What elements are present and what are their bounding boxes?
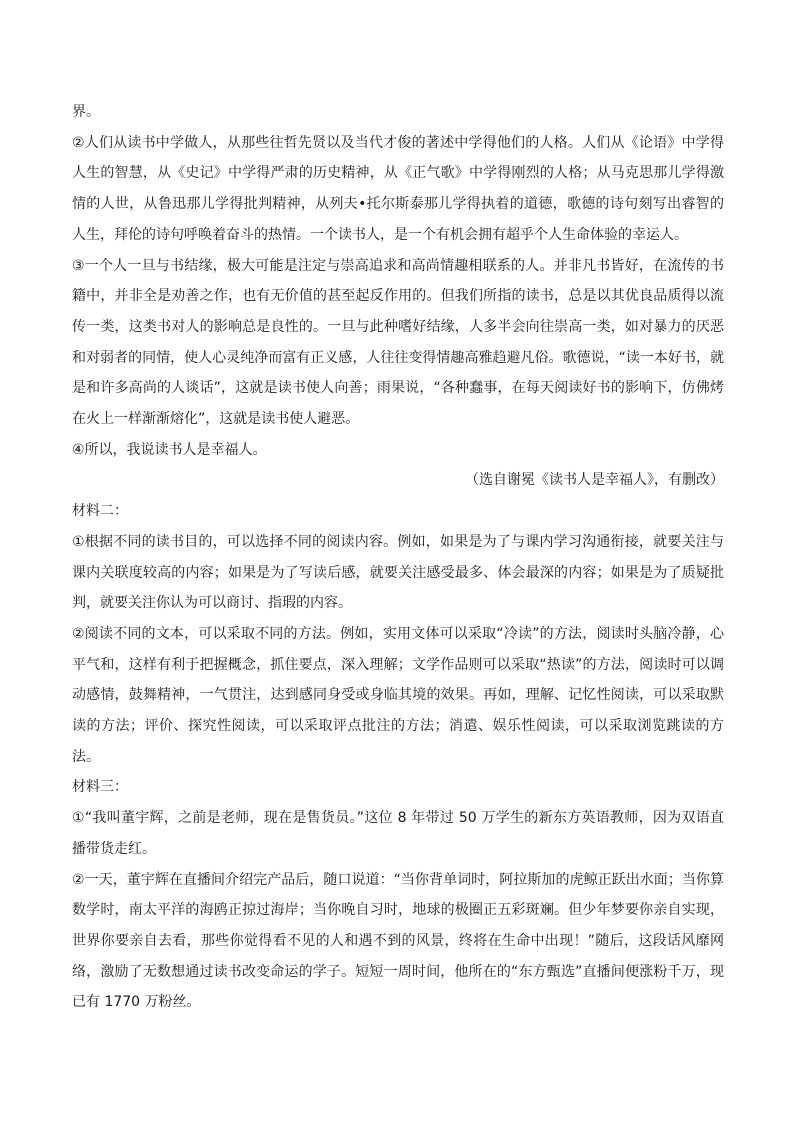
material1-paragraph-4: ④所以，我说读书人是幸福人。 xyxy=(72,441,267,458)
material3-heading: 材料三： xyxy=(72,779,128,796)
material2-paragraph-1: ①根据不同的读书目的，可以选择不同的阅读内容。例如，如果是为了与课内学习沟通衔接，就要关注与课内关联度较高的内容；如果是为了写读后感，就要关注感受最多、体会最深的内容；如果是为了质疑批判，就要关注你认为可以商讨、指瑕的内容。 xyxy=(72,533,724,612)
material1-tail: 界。 xyxy=(72,104,100,120)
material3-paragraph-2: ②一天，董宇辉在直播间介绍完产品后，随口说道：“当你背单词时，阿拉斯加的虎鲸正跃出水面；当你算数学时，南太平洋的海鸥正掠过海岸；当你晚自习时，地球的极圈正五彩斑斓。但少年梦要你亲自实现，世界你要亲自去看，那些你觉得看不见的人和遇不到的风景，终将在生命中出现！”随后，这段话风靡网络，激励了无数想通过读书改变命运的学子。短短一周时间，他所在的“东方甄选”直播间便涨粉千万，现已有 1770 万粉丝。 xyxy=(72,871,724,1011)
material2-paragraph-2: ②阅读不同的文本，可以采取不同的方法。例如，实用文体可以采取“冷读”的方法，阅读时头脑冷静，心平气和，这样有利于把握概念，抓住要点，深入理解；文学作品则可以采取“热读”的方法，阅读时可以调动感情，鼓舞精神，一气贯注，达到感同身受或身临其境的效果。再如，理解、记忆性阅读，可以采取默读的方法；评价、探究性阅读，可以采取评点批注的方法；消遣、娱乐性阅读，可以采取浏览跳读的方法。 xyxy=(72,625,724,765)
material1-paragraph-2: ②人们从读书中学做人，从那些往哲先贤以及当代才俊的著述中学得他们的人格。人们从《论语》中学得人生的智慧，从《史记》中学得严肃的历史精神，从《正气歌》中学得刚烈的人格；从马克思那儿学得激情的人世，从鲁迅那儿学得批判精神，从列夫•托尔斯泰那儿学得执着的道德，歌德的诗句刻写出睿智的人生，拜伦的诗句呼唤着奋斗的热情。一个读书人，是一个有机会拥有超乎个人生命体验的幸运人。 xyxy=(72,134,724,243)
material3-paragraph-1: ①“我叫董宇辉，之前是老师，现在是售货员。”这位 8 年带过 50 万学生的新东方英语教师，因为双语直播带货走红。 xyxy=(72,810,724,857)
material2-heading: 材料二： xyxy=(72,503,128,520)
document-page xyxy=(72,97,724,1018)
material1-paragraph-3: ③一个人一旦与书结缘，极大可能是注定与崇高追求和高尚情趣相联系的人。并非凡书皆好，在流传的书籍中，并非全是劝善之作，也有无价值的甚至起反作用的。但我们所指的读书，总是以其优良品质得以流传一类，这类书对人的影响总是良性的。一旦与此种嗜好结缘，人多半会向往崇高一类，如对暴力的厌恶和对弱者的同情，使人心灵纯净而富有正义感，人往往变得情趣高雅趋避凡俗。歌德说，“读一本好书，就是和许多高尚的人谈话”，这就是读书使人向善；雨果说，“各种蠢事，在每天阅读好书的影响下，仿佛烤在火上一样渐渐熔化”，这就是读书使人避恶。 xyxy=(72,257,724,428)
material1-source-citation: （选自谢冕《读书人是幸福人》，有删改） xyxy=(465,472,724,489)
